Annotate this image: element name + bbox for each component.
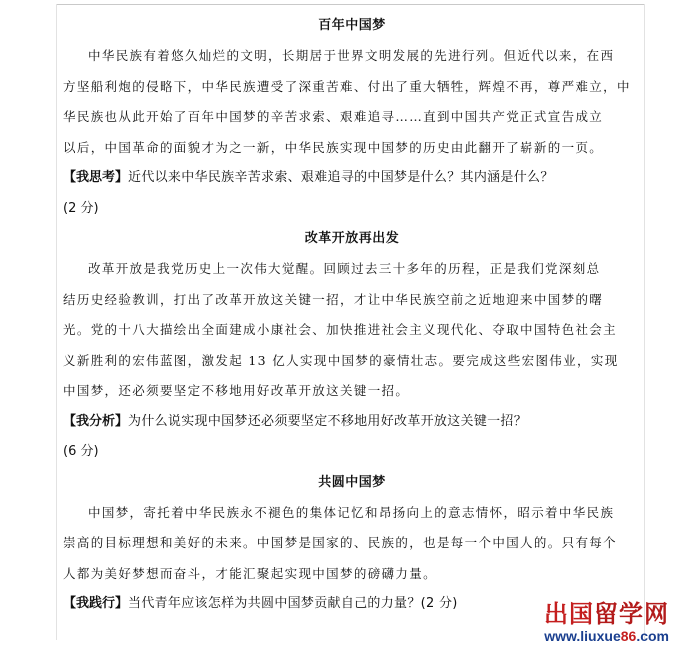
question-1: [63, 163, 641, 194]
question-text: 当代青年应该怎样为共圆中国梦贡献自己的力量？(2 分): [128, 596, 458, 611]
question-text: 为什么说实现中国梦还必须要坚定不移地用好改革开放这关键一招？: [128, 413, 528, 429]
paragraph-line: 义新胜利的宏伟蓝图，激发起 13 亿人实现中国梦的豪情壮志。要完成这些宏图伟业，实现: [63, 352, 619, 368]
paragraph-line: 人都为美好梦想而奋斗，才能汇聚起实现中国梦的磅礴力量。: [63, 565, 437, 581]
question-text: 近代以来中华民族辛苦求索、艰难追寻的中国梦是什么？其内涵是什么？: [128, 170, 554, 185]
page-border-left: [56, 4, 57, 640]
paragraph-line: 以后，中国革命的面貌才为之一新，中华民族实现中国梦的历史由此翻开了崭新的一页。: [63, 139, 604, 155]
page-border-top: [56, 4, 645, 5]
paragraph-line: 中国梦，还必须要坚定不移地用好改革开放这关键一招。: [63, 383, 410, 398]
paragraph-line: 结历史经验教训，打出了改革开放这关键一招，才让中华民族空前之近地迎来中国梦的曙: [63, 291, 604, 307]
watermark-url: www.liuxue86.com: [544, 628, 669, 644]
section-paragraph-2: [63, 254, 641, 407]
site-watermark: [544, 600, 669, 644]
paragraph-line: 光。党的十八大描绘出全面建成小康社会、加快推进社会主义现代化、夺取中国特色社会主: [63, 322, 618, 337]
question-label: 【我践行】: [63, 596, 129, 611]
page-border-right: [644, 4, 645, 640]
section-title-3: 共圆中国梦: [318, 474, 386, 490]
section-title-2: 改革开放再出发: [304, 231, 400, 246]
question-label: 【我思考】: [63, 170, 129, 185]
watermark-logo-text: 出国留学网: [544, 600, 669, 628]
paragraph-line: 中华民族有着悠久灿烂的文明，长期居于世界文明发展的先进行列。但近代以来，在西: [88, 48, 615, 63]
section-paragraph-3: [63, 498, 641, 590]
paragraph-line: 改革开放是我党历史上一次伟大觉醒。回顾过去三十多年的历程，正是我们党深刻总: [88, 261, 601, 276]
section-title-1: 百年中国梦: [318, 18, 386, 33]
paragraph-line: 华民族也从此开始了百年中国梦的辛苦求索、艰难追寻……直到中国共产党正式宣告成立: [63, 109, 604, 124]
section-paragraph-1: [63, 41, 641, 163]
paragraph-line: 方坚船利炮的侵略下，中华民族遭受了深重苦难、付出了重大牺牲，辉煌不再，尊严难立，中: [63, 78, 631, 94]
question-label: 【我分析】: [63, 413, 129, 429]
paragraph-line: 崇高的目标理想和美好的未来。中国梦是国家的、民族的，也是每一个中国人的。只有每个: [63, 535, 618, 550]
question-score: (6 分): [63, 444, 99, 459]
question-score: (2 分): [63, 200, 99, 216]
paragraph-line: 中国梦，寄托着中华民族永不褪色的集体记忆和昂扬向上的意志情怀，昭示着中华民族: [88, 504, 615, 520]
question-2: [63, 407, 641, 438]
document-body: [63, 11, 641, 620]
